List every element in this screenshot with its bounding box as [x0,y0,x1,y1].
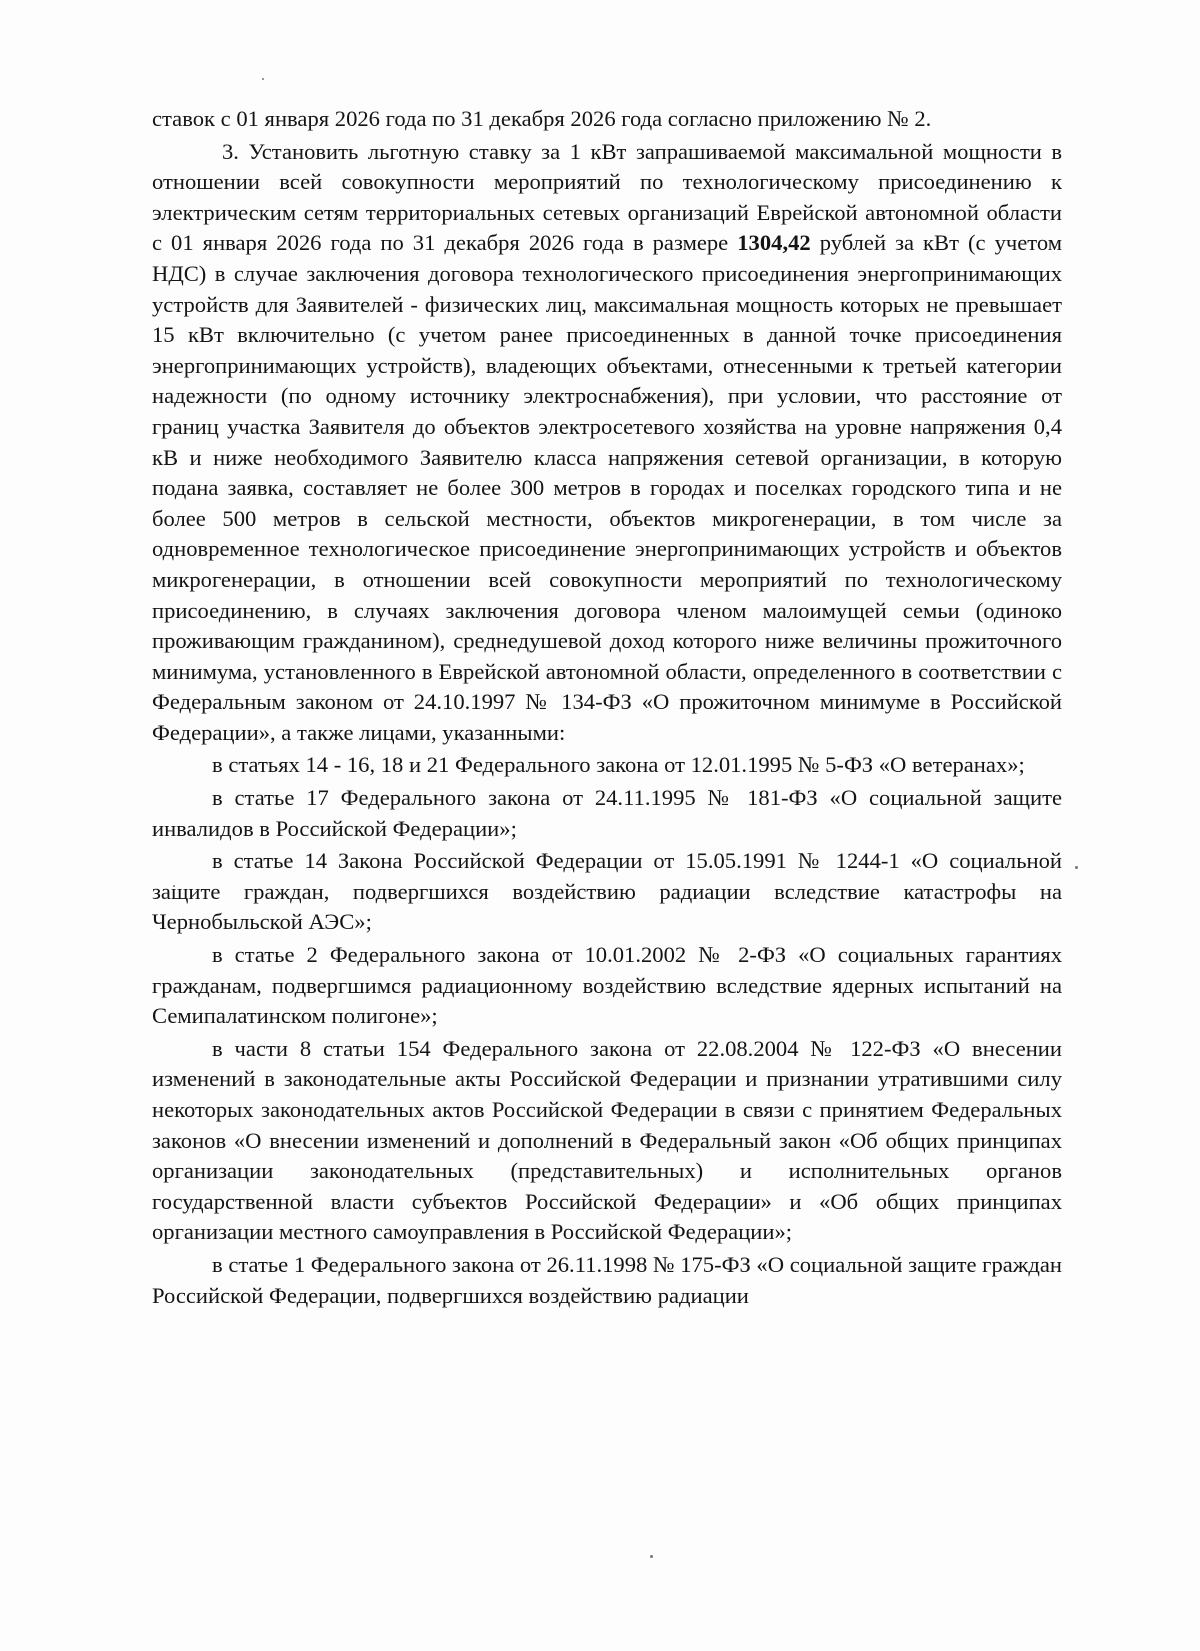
paragraph-3 [152,137,1062,749]
list-item-semipalatinsk-law: в статье 2 Федерального закона от 10.01.2002 № 2-ФЗ «О социальных гарантиях гражданам, подвергшимся радиационному воздействию вследствие ядерных испытаний на Семипалатинском полигоне»; [152,942,1062,1029]
list-item-veterans-law: в статьях 14 - 16, 18 и 21 Федерального закона от 12.01.1995 № 5-ФЗ «О ветеранах»; [212,752,1025,778]
list-item-law-122: в части 8 статьи 154 Федерального закона от 22.08.2004 № 122-ФЗ «О внесении изменений в законодательные акты Российской Федерации и признании утратившими силу некоторых законодательных актов Российской Федерации в связи с принятием Федеральных законов «О внесении изменений и дополнений в Федеральный закон «Об общих принципах организации законодательных (представительных) и исполнительных органов государственной власти субъектов Российской Федерации» и «Об общих принципах организации местного самоуправления в Российской Федерации»; [152,1035,1062,1245]
preferential-rate-value: 1304,42 [737,230,811,256]
paragraph-continuation: ставок с 01 января 2026 года по 31 декабря 2026 года согласно приложению № 2. [152,106,932,131]
list-item-law-175: в статье 1 Федерального закона от 26.11.1998 № 175-ФЗ «О социальной защите граждан Российской Федерации, подвергшихся воздействию радиации [152,1251,1062,1308]
list-item-disabled-persons-law: в статье 17 Федерального закона от 24.11.1995 № 181-ФЗ «О социальной защите инвалидов в Российской Федерации»; [152,785,1062,841]
scan-speck [1075,866,1078,869]
scan-speck [650,1555,653,1558]
list-item-chernobyl-law: в статье 14 Закона Российской Федерации от 15.05.1991 № 1244-1 «О социальной защите граждан, подвергшихся воздействию радиации вследствие катастрофы на Чернобыльской АЭС»; [152,848,1062,935]
scan-speck [262,78,264,80]
paragraph-3-text-end: рублей за кВт (с учетом НДС) в случае заключения договора технологического присоединения энергопринимающих устройств для Заявителей - физических лиц, максимальная мощность которых не превышает 15 кВт включительно (с учетом ранее присоединенных в данной точке присоединения энергопринимающих устройств), владеющих объектами, отнесенными к третьей категории надежности (по одному источнику электроснабжения), при условии, что расстояние от границ участка Заявителя до объектов электросетевого хозяйства на уровне напряжения 0,4 кВ и ниже необходимого Заявителю класса напряжения сетевой организации, в которую подана заявка, составляет не более 300 метров в городах и поселках городского типа и не более 500 метров в сельской местности, объектов микрогенерации, в том числе за одновременное технологическое присоединение энергопринимающих устройств и объектов микрогенерации, в отношении всей совокупности мероприятий по технологическому присоединению, в случаях заключения договора членом малоимущей семьи (одиноко проживающим гражданином), среднедушевой доход которого ниже величины прожиточного минимума, установленного в Еврейской автономной области, определенного в соответствии с Федеральным законом от 24.10.1997 № 134-ФЗ «О прожиточном минимуме в Российской Федерации», а также лицами, указанными: [152,230,1063,745]
paragraph-3-text-start: 3. Установить льготную ставку за 1 кВт запрашиваемой максимальной мощности в отношении всей совокупности мероприятий по технологическому присоединению к электрическим сетям территориальных сетевых организаций Еврейской автономной области с 01 января 2026 года по 31 декабря 2026 года в размере [152,138,1062,256]
document-body [152,104,1062,1313]
